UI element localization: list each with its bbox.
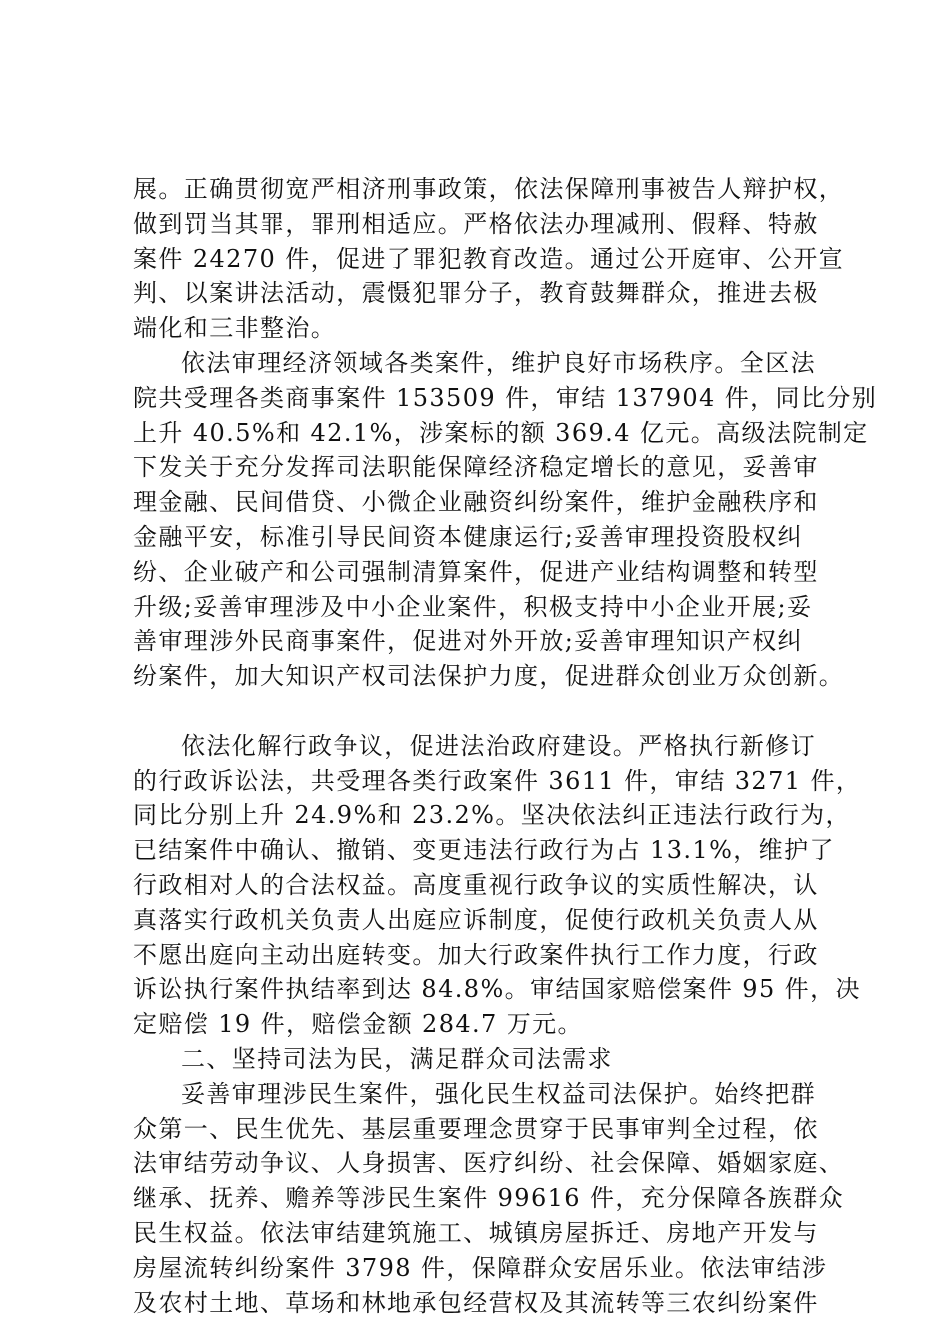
text-line: 诉讼执行案件执结率到达 84.8%。审结国家赔偿案件 95 件，决 (133, 975, 861, 1004)
text-line: 金融平安，标准引导民间资本健康运行;妥善审理投资股权纠 (133, 522, 803, 551)
text-line: 不愿出庭向主动出庭转变。加大行政案件执行工作力度，行政 (133, 940, 819, 969)
text-line: 纷案件，加大知识产权司法保护力度，促进群众创业万众创新。 (133, 662, 845, 691)
text-line: 升级;妥善审理涉及中小企业案件，积极支持中小企业开展;妥 (133, 592, 813, 621)
section-heading: 二、坚持司法为民，满足群众司法需求 (181, 1044, 613, 1073)
paragraph-gap (133, 694, 845, 729)
text-line: 房屋流转纠纷案件 3798 件，保障群众安居乐业。依法审结涉 (133, 1253, 828, 1282)
text-line: 上升 40.5%和 42.1%，涉案标的额 369.4 亿元。高级法院制定 (133, 418, 869, 447)
text-line: 善审理涉外民商事案件，促进对外开放;妥善审理知识产权纠 (133, 627, 803, 656)
text-line: 端化和三非整治。 (133, 314, 337, 343)
text-line: 的行政诉讼法，共受理各类行政案件 3611 件，审结 3271 件， (133, 766, 862, 795)
text-line: 做到罚当其罪，罪刑相适应。严格依法办理减刑、假释、特赦 (133, 209, 819, 238)
text-line: 理金融、民间借贷、小微企业融资纠纷案件，维护金融秩序和 (133, 488, 819, 517)
text-line: 继承、抚养、赡养等涉民生案件 99616 件，充分保障各族群众 (133, 1184, 845, 1213)
text-line: 判、以案讲法活动，震慑犯罪分子，教育鼓舞群众，推进去极 (133, 279, 819, 308)
text-line: 纷、企业破产和公司强制清算案件，促进产业结构调整和转型 (133, 557, 819, 586)
text-line: 定赔偿 19 件，赔偿金额 284.7 万元。 (133, 1010, 583, 1039)
text-line: 展。正确贯彻宽严相济刑事政策，依法保障刑事被告人辩护权， (133, 175, 845, 203)
text-line: 下发关于充分发挥司法职能保障经济稳定增长的意见，妥善审 (133, 453, 819, 482)
paragraph-start-line: 依法化解行政争议，促进法治政府建设。严格执行新修订 (181, 731, 816, 760)
text-line: 真落实行政机关负责人出庭应诉制度，促使行政机关负责人从 (133, 905, 819, 934)
text-line: 已结案件中确认、撤销、变更违法行政行为占 13.1%，维护了 (133, 836, 835, 865)
text-line: 及农村土地、草场和林地承包经营权及其流转等三农纠纷案件 (133, 1288, 819, 1317)
paragraph-start-line: 依法审理经济领域各类案件，维护良好市场秩序。全区法 (181, 348, 816, 377)
text-line: 同比分别上升 24.9%和 23.2%。坚决依法纠正违法行政行为， (133, 801, 851, 830)
text-line: 民生权益。依法审结建筑施工、城镇房屋拆迁、房地产开发与 (133, 1218, 819, 1247)
text-line: 行政相对人的合法权益。高度重视行政争议的实质性解决，认 (133, 870, 819, 899)
paragraph-start-line: 妥善审理涉民生案件，强化民生权益司法保护。始终把群 (181, 1079, 816, 1108)
text-line: 众第一、民生优先、基层重要理念贯穿于民事审判全过程，依 (133, 1114, 819, 1143)
text-line: 院共受理各类商事案件 153509 件，审结 137904 件，同比分别 (133, 383, 878, 412)
document-body (133, 172, 878, 1320)
text-line: 法审结劳动争议、人身损害、医疗纠纷、社会保障、婚姻家庭、 (133, 1149, 845, 1178)
text-line: 案件 24270 件，促进了罪犯教育改造。通过公开庭审、公开宣 (133, 244, 845, 273)
